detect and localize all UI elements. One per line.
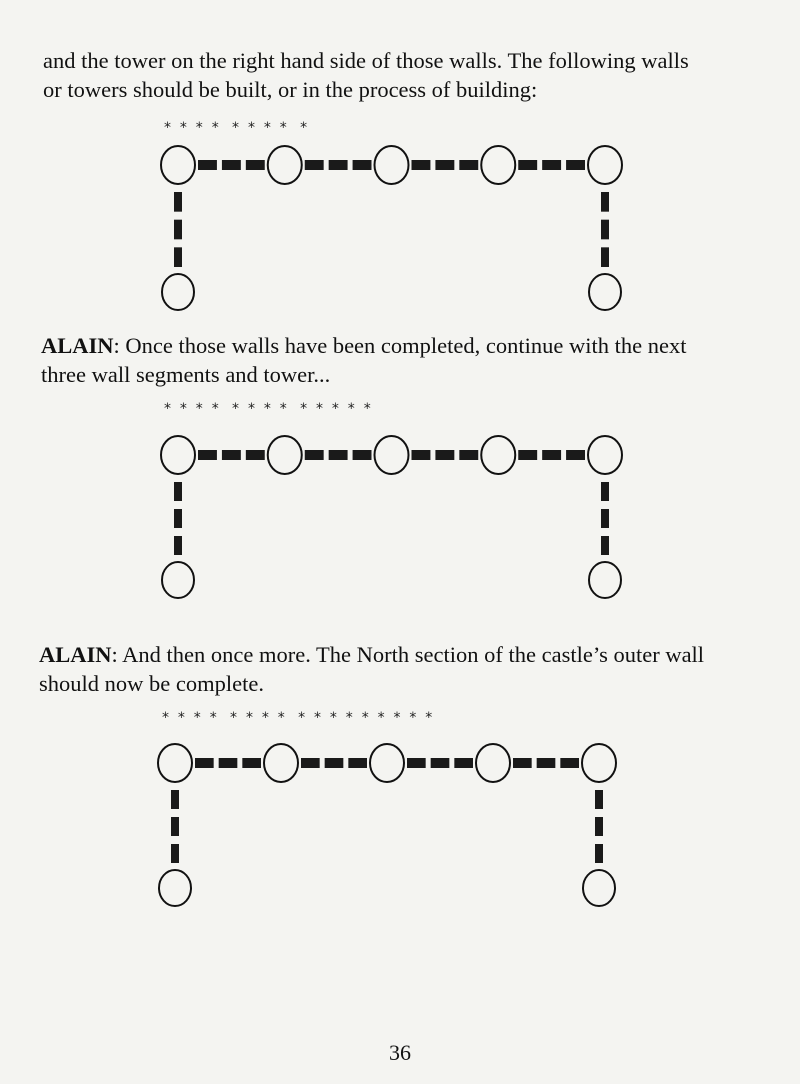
wall-segment — [435, 160, 454, 170]
east-wall-segment — [601, 247, 609, 267]
paragraph-line: : And then once more. The North section of the castle’s outer wall — [111, 642, 705, 667]
paragraph-line: three wall segments and tower... — [41, 362, 331, 387]
wall-segment — [219, 758, 238, 768]
west-wall-segment — [171, 790, 179, 809]
east-wall-segment — [601, 482, 609, 501]
wall-segment — [566, 450, 585, 460]
speaker-name: ALAIN — [39, 642, 112, 667]
wall-segment — [459, 160, 478, 170]
progress-star-marks: * * * * * * * * * * * * * * * * * — [162, 710, 433, 726]
wall-segment — [353, 450, 372, 460]
tower — [264, 744, 298, 782]
west-wall-segment — [174, 482, 182, 501]
diagram-svg — [0, 702, 800, 917]
paragraph-intro — [43, 46, 689, 104]
wall-segment — [435, 450, 454, 460]
west-wall-segment — [174, 220, 182, 240]
west-wall-segment — [174, 192, 182, 212]
west-wall-segment — [171, 817, 179, 836]
wall-segment — [537, 758, 556, 768]
wall-segment — [305, 160, 324, 170]
east-wall-segment — [595, 790, 603, 809]
east-wall-segment — [601, 509, 609, 528]
paragraph-line: and the tower on the right hand side of those walls. The following walls — [43, 48, 689, 73]
wall-segment — [560, 758, 579, 768]
east-wall-segment — [601, 192, 609, 212]
wall-segment — [242, 758, 261, 768]
tower — [582, 744, 616, 782]
wall-segment — [459, 450, 478, 460]
wall-segment — [348, 758, 367, 768]
tower — [268, 146, 302, 184]
paragraph-line: should now be complete. — [39, 671, 264, 696]
west-wall-segment — [171, 844, 179, 863]
east-wall-segment — [601, 220, 609, 240]
east-wall-segment — [595, 844, 603, 863]
wall-segment — [542, 450, 561, 460]
wall-segment — [325, 758, 344, 768]
tower — [158, 744, 192, 782]
tower — [161, 146, 195, 184]
page-number: 36 — [389, 1040, 411, 1065]
castle-wall-diagram-1 — [0, 112, 800, 322]
wall-segment — [198, 160, 217, 170]
speaker-name: ALAIN — [41, 333, 114, 358]
tower — [588, 436, 622, 474]
progress-star-marks: * * * * * * * * * * * * * — [164, 401, 371, 417]
corner-tower — [162, 562, 194, 598]
wall-segment — [542, 160, 561, 170]
tower — [476, 744, 510, 782]
west-wall-segment — [174, 509, 182, 528]
corner-tower — [589, 274, 621, 310]
diagram-svg — [0, 393, 800, 608]
tower — [268, 436, 302, 474]
paragraph-line: : Once those walls have been completed, continue with the next — [113, 333, 687, 358]
wall-segment — [305, 450, 324, 460]
wall-segment — [329, 450, 348, 460]
wall-segment — [329, 160, 348, 170]
wall-segment — [353, 160, 372, 170]
wall-segment — [513, 758, 532, 768]
progress-star-marks: * * * * * * * * * — [164, 120, 308, 136]
corner-tower — [159, 870, 191, 906]
wall-segment — [518, 160, 537, 170]
wall-segment — [407, 758, 426, 768]
tower — [370, 744, 404, 782]
tower — [588, 146, 622, 184]
tower — [375, 436, 409, 474]
west-wall-segment — [174, 536, 182, 555]
wall-segment — [222, 450, 241, 460]
east-wall-segment — [595, 817, 603, 836]
wall-segment — [301, 758, 320, 768]
paragraph-alain-1 — [41, 331, 686, 389]
wall-segment — [566, 160, 585, 170]
wall-segment — [412, 160, 431, 170]
diagram-svg — [0, 112, 800, 312]
wall-segment — [454, 758, 473, 768]
tower — [375, 146, 409, 184]
tower — [161, 436, 195, 474]
east-wall-segment — [601, 536, 609, 555]
corner-tower — [162, 274, 194, 310]
castle-wall-diagram-2 — [0, 393, 800, 603]
corner-tower — [589, 562, 621, 598]
tower — [481, 146, 515, 184]
corner-tower — [583, 870, 615, 906]
castle-wall-diagram-3 — [0, 702, 800, 912]
wall-segment — [195, 758, 214, 768]
wall-segment — [518, 450, 537, 460]
wall-segment — [198, 450, 217, 460]
paragraph-alain-2 — [39, 640, 704, 698]
tower — [481, 436, 515, 474]
wall-segment — [431, 758, 450, 768]
wall-segment — [222, 160, 241, 170]
west-wall-segment — [174, 247, 182, 267]
wall-segment — [246, 160, 265, 170]
paragraph-line: or towers should be built, or in the process of building: — [43, 77, 538, 102]
wall-segment — [412, 450, 431, 460]
wall-segment — [246, 450, 265, 460]
